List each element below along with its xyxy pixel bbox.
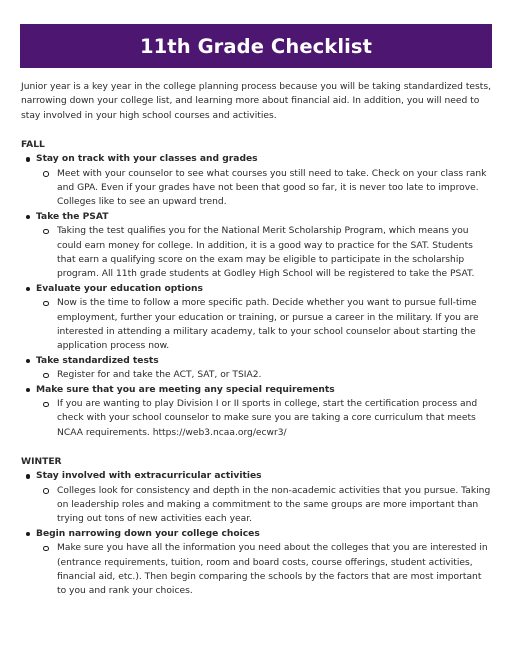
item-title: Stay on track with your classes and grades (36, 154, 258, 165)
list-item (21, 383, 493, 441)
item-detail: Meet with your counselor to see what courses you still need to take. Check on your class rank and GPA. Even if your grades have not been that good so far, it is never too late to improve. Colleges like to see an upward trend. (36, 167, 493, 210)
item-detail: Register for and take the ACT, SAT, or TSIA2. (36, 368, 493, 382)
list-item (21, 152, 493, 210)
list-item (21, 469, 493, 527)
fall-section (21, 138, 493, 441)
item-title: Evaluate your education options (36, 283, 203, 294)
item-title: Begin narrowing down your college choices (36, 528, 260, 539)
page-title: 11th Grade Checklist (139, 34, 373, 58)
winter-section (21, 455, 493, 599)
item-title: Stay involved with extracurricular activities (36, 471, 262, 482)
intro-paragraph: Junior year is a key year in the college planning process because you will be taking standardized tests, narrowing down your college list, and learning more about financial aid. In addition, you will need to stay involved in your high school courses and activities. (21, 82, 492, 121)
list-item (21, 210, 493, 282)
item-detail: If you are wanting to play Division I or II sports in college, start the certification process and check with your school counselor to make sure you are taking a core curriculum that meets NCAA requirements. https://web3.ncaa.org/ecwr3/ (36, 397, 493, 440)
item-title: Make sure that you are meeting any special requirements (36, 384, 335, 395)
list-item (21, 354, 493, 383)
fall-list (21, 152, 493, 440)
list-item (21, 282, 493, 354)
item-detail: Make sure you have all the information you need about the colleges that you are interested in (entrance requirements, tuition, room and board costs, course offerings, student activities, financial aid, etc.). Then begin comparing the schools by the factors that are most important to you and rank your choices. (36, 541, 493, 599)
item-title: Take the PSAT (36, 211, 109, 222)
fall-heading: FALL (21, 139, 45, 150)
winter-list (21, 469, 493, 599)
item-detail: Taking the test qualifies you for the National Merit Scholarship Program, which means you could earn money for college. In addition, it is a good way to practice for the SAT. Students that earn a qualifying score on the exam may be eligible to participate in the scholarship program. All 11th grade students at Godley High School will be registered to take the PSAT. (36, 224, 493, 282)
item-title: Take standardized tests (36, 355, 159, 366)
item-detail: Colleges look for consistency and depth in the non-academic activities that you pursue. Taking on leadership roles and making a commitment to the same groups are more important than trying out tons of new activities each year. (36, 484, 493, 527)
title-banner (20, 24, 492, 68)
winter-heading: WINTER (21, 456, 62, 467)
item-detail: Now is the time to follow a more specific path. Decide whether you want to pursue full-time employment, further your education or training, or pursue a career in the military. If you are interested in attending a military academy, talk to your school counselor about starting the application process now. (36, 296, 493, 354)
checklist-content (21, 80, 493, 599)
list-item (21, 527, 493, 599)
